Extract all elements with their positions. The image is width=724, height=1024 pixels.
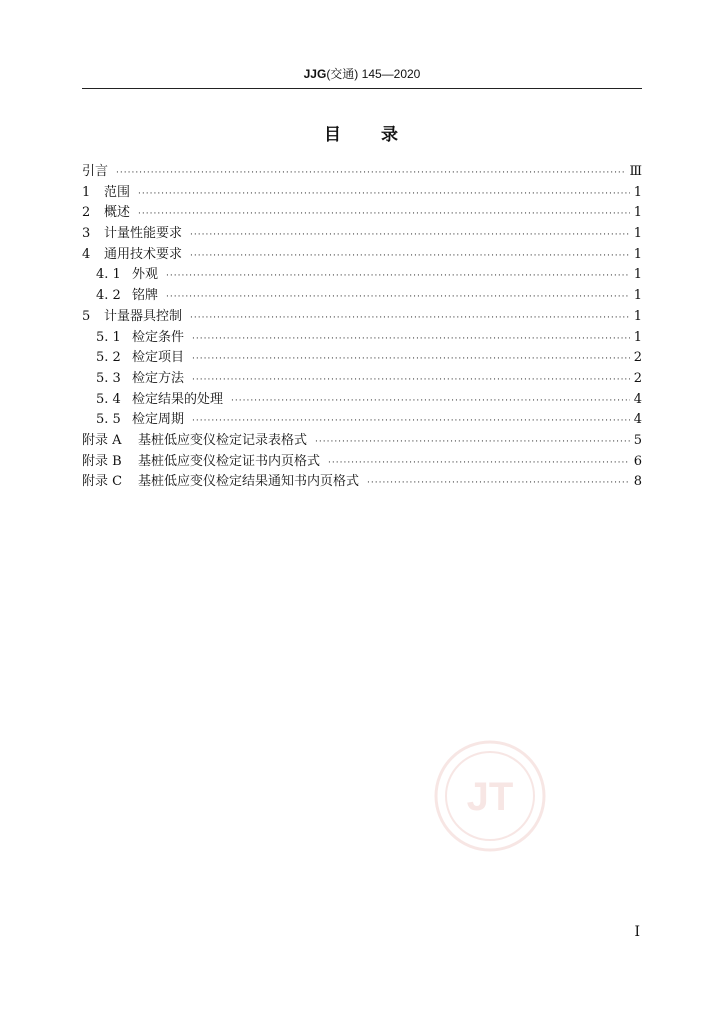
- toc-entry-page: 5: [633, 432, 642, 448]
- toc-entry-page: 4: [633, 391, 642, 407]
- toc-entry-page: 2: [633, 350, 642, 366]
- toc-entry-label: 基桩低应变仪检定记录表格式: [138, 432, 308, 448]
- toc-entry-number: 5. 3: [96, 370, 121, 386]
- toc-entry[interactable]: [82, 286, 642, 307]
- toc-entry[interactable]: [82, 307, 642, 328]
- toc-entry-page: 2: [633, 370, 642, 386]
- toc-entry-label: 外观: [132, 267, 159, 283]
- toc-entry[interactable]: [82, 390, 642, 411]
- standard-number: (交通) 145—2020: [326, 67, 421, 81]
- standard-code: JJG: [303, 67, 327, 81]
- dot-leader: [190, 225, 630, 246]
- dot-leader: [166, 266, 630, 287]
- toc-entry-page: 8: [633, 474, 642, 490]
- toc-entry[interactable]: [82, 369, 642, 390]
- toc-entry-label: 通用技术要求: [104, 246, 183, 262]
- dot-leader: [367, 473, 630, 494]
- toc-entry-page: 1: [633, 308, 642, 324]
- dot-leader: [166, 287, 630, 308]
- toc-entry-label: 检定结果的处理: [132, 391, 224, 407]
- toc-entry-label: 检定周期: [132, 412, 185, 428]
- toc-entry-number: 5. 2: [96, 350, 121, 366]
- dot-leader: [190, 308, 630, 329]
- toc-entry-label: 计量性能要求: [104, 226, 183, 242]
- header-rule: [82, 88, 642, 89]
- dot-leader: [190, 246, 630, 267]
- dot-leader: [315, 432, 630, 453]
- toc-entry-number: 4. 1: [96, 267, 121, 283]
- toc-entry-number: 5. 1: [96, 329, 121, 345]
- toc-entry[interactable]: [82, 328, 642, 349]
- toc-entry-number: 附录 A: [82, 432, 122, 448]
- toc-entry-label: 范围: [104, 184, 131, 200]
- toc-entry-number: 5. 4: [96, 391, 121, 407]
- toc-entry-page: 1: [633, 288, 642, 304]
- toc-entry-page: 1: [633, 246, 642, 262]
- toc-entry-number: 附录 C: [82, 474, 123, 490]
- toc-entry[interactable]: [82, 162, 642, 183]
- toc-entry[interactable]: [82, 203, 642, 224]
- toc-entry[interactable]: [82, 431, 642, 452]
- toc-entry-page: 1: [633, 205, 642, 221]
- toc-entry-label: 基桩低应变仪检定证书内页格式: [138, 453, 321, 469]
- toc-entry-page: 1: [633, 226, 642, 242]
- toc-entry-number: 附录 B: [82, 453, 122, 469]
- toc-entry-page: Ⅲ: [629, 164, 642, 179]
- dot-leader: [231, 391, 630, 412]
- toc-entry-number: 4. 2: [96, 288, 121, 304]
- toc-entry[interactable]: [82, 348, 642, 369]
- toc-entry-label: 检定条件: [132, 329, 185, 345]
- toc-entry-number: 5: [82, 308, 91, 324]
- toc-entry-number: 5. 5: [96, 412, 121, 428]
- toc-entry-label: 基桩低应变仪检定结果通知书内页格式: [138, 474, 360, 490]
- toc-entry[interactable]: [82, 224, 642, 245]
- toc-entry-label: 检定项目: [132, 350, 185, 366]
- running-header: [82, 66, 642, 82]
- watermark-text: JT: [466, 775, 514, 819]
- toc-entry[interactable]: [82, 183, 642, 204]
- toc-entry-label: 概述: [104, 205, 131, 221]
- dot-leader: [192, 411, 630, 432]
- toc-entry-label: 铭牌: [132, 288, 159, 304]
- page-title-left: 目: [324, 125, 343, 145]
- dot-leader: [328, 453, 630, 474]
- toc-entry[interactable]: [82, 472, 642, 493]
- toc-entry-number: 4: [82, 246, 91, 262]
- toc-entry-number: 2: [82, 205, 91, 221]
- toc-entry[interactable]: [82, 410, 642, 431]
- toc-entry-page: 1: [633, 184, 642, 200]
- page-title-right: 录: [381, 125, 400, 145]
- dot-leader: [138, 204, 630, 225]
- toc-entry-page: 4: [633, 412, 642, 428]
- toc-entry-label: 引言: [82, 164, 109, 179]
- dot-leader: [138, 184, 630, 205]
- toc-entry-page: 6: [633, 453, 642, 469]
- page-title: [82, 120, 642, 145]
- table-of-contents: [82, 162, 642, 493]
- toc-entry[interactable]: [82, 452, 642, 473]
- toc-entry-page: 1: [633, 329, 642, 345]
- dot-leader: [116, 163, 625, 184]
- toc-entry-label: 检定方法: [132, 370, 185, 386]
- toc-entry-label: 计量器具控制: [104, 308, 183, 324]
- toc-entry-number: 3: [82, 226, 91, 242]
- toc-entry[interactable]: [82, 265, 642, 286]
- toc-entry-page: 1: [633, 267, 642, 283]
- dot-leader: [192, 370, 630, 391]
- jt-watermark-logo: [432, 738, 548, 854]
- page-number: I: [634, 924, 640, 940]
- dot-leader: [192, 349, 630, 370]
- toc-entry-number: 1: [82, 184, 91, 200]
- toc-entry[interactable]: [82, 245, 642, 266]
- dot-leader: [192, 329, 630, 350]
